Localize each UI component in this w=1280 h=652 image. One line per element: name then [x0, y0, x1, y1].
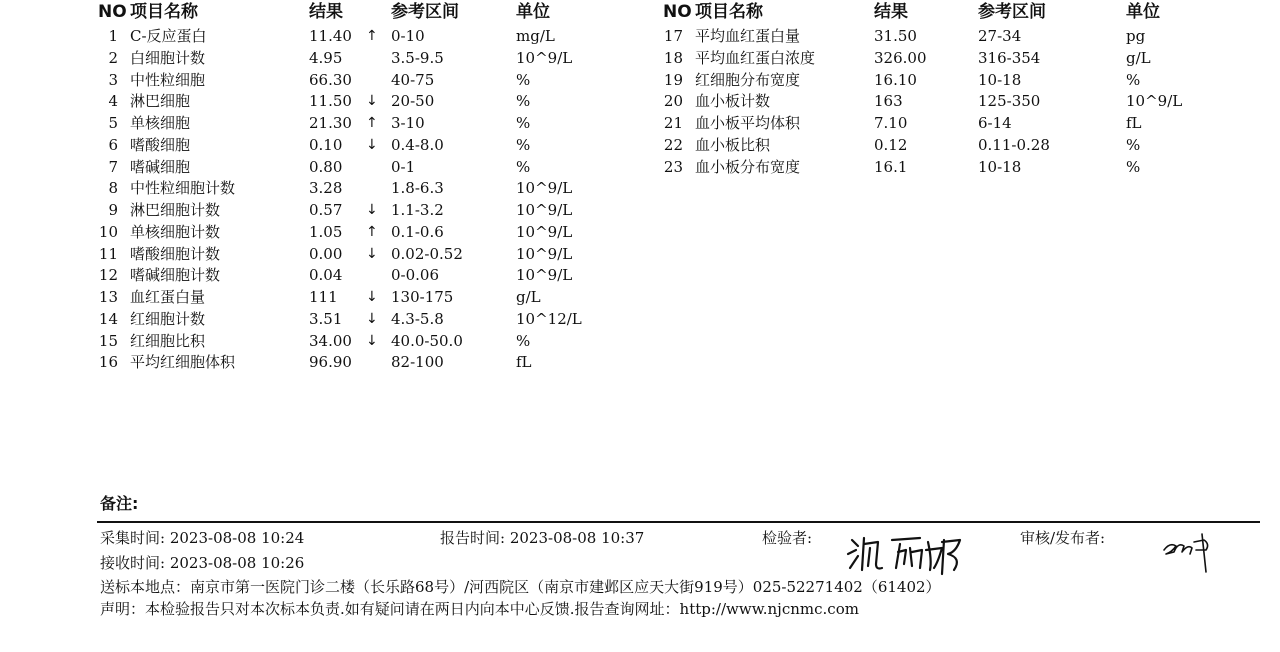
result-value: 16.1: [874, 157, 908, 176]
row-number: 15: [98, 331, 118, 350]
row-number: 11: [98, 244, 118, 263]
result-value: 34.00: [309, 331, 352, 350]
result-value: 4.95: [309, 48, 343, 67]
result-value: 11.50: [309, 92, 352, 111]
reference-range: 40-75: [391, 70, 435, 89]
item-name: 单核细胞计数: [130, 222, 221, 241]
unit: %: [1126, 135, 1141, 154]
header-no-right: NO: [663, 2, 692, 22]
result-value: 3.51: [309, 309, 343, 328]
result-flag: ↓: [366, 310, 378, 327]
unit: %: [516, 157, 531, 176]
report-time: 报告时间: 2023-08-08 10:37: [440, 529, 645, 547]
unit: fL: [516, 353, 532, 372]
unit: %: [516, 135, 531, 154]
result-flag: ↓: [366, 245, 378, 262]
reference-range: 10-18: [978, 157, 1022, 176]
item-name: 平均血红蛋白浓度: [695, 48, 816, 67]
receive-time: 接收时间: 2023-08-08 10:26: [100, 554, 305, 572]
result-value: 1.05: [309, 222, 343, 241]
item-name: 红细胞比积: [130, 331, 206, 350]
header-result-right: 结果: [874, 2, 908, 22]
row-number: 12: [98, 266, 118, 285]
result-value: 66.30: [309, 70, 352, 89]
item-name: 血小板分布宽度: [695, 157, 801, 176]
statement: 声明：本检验报告只对本次标本负责.如有疑问请在两日内向本中心反馈.报告查询网址：http://www.njcnmc.com: [100, 600, 859, 618]
reference-range: 316-354: [978, 48, 1041, 67]
unit: %: [516, 70, 531, 89]
unit: 10^9/L: [516, 48, 573, 67]
result-value: 0.00: [309, 244, 343, 263]
row-number: 21: [663, 114, 683, 132]
result-flag: ↑: [366, 28, 378, 44]
unit: mg/L: [516, 27, 555, 45]
result-value: 0.80: [309, 157, 343, 176]
reference-range: 0.02-0.52: [391, 244, 463, 263]
unit: 10^9/L: [516, 266, 573, 285]
reference-range: 0-1: [391, 157, 416, 176]
row-number: 8: [108, 179, 118, 198]
row-number: 22: [663, 135, 683, 154]
collect-time: 采集时间: 2023-08-08 10:24: [100, 529, 305, 547]
reference-range: 10-18: [978, 70, 1022, 89]
result-flag: ↓: [366, 202, 378, 218]
reference-range: 40.0-50.0: [391, 331, 463, 350]
item-name: 红细胞计数: [130, 309, 206, 328]
reviewer-signature: [1160, 528, 1220, 576]
result-value: 7.10: [874, 114, 908, 132]
row-number: 10: [98, 222, 118, 241]
reference-range: 3.5-9.5: [391, 48, 444, 67]
item-name: 平均血红蛋白量: [695, 27, 801, 45]
result-value: 0.10: [309, 135, 343, 154]
item-name: 嗜酸细胞: [130, 135, 191, 154]
row-number: 20: [663, 92, 683, 111]
header-unit-left: 单位: [516, 2, 550, 22]
unit: %: [516, 331, 531, 350]
row-number: 18: [663, 48, 683, 67]
header-range-right: 参考区间: [978, 2, 1046, 22]
unit: 10^9/L: [516, 222, 573, 241]
result-value: 0.04: [309, 266, 343, 285]
item-name: 平均红细胞体积: [130, 353, 236, 372]
item-name: 白细胞计数: [130, 48, 206, 67]
reference-range: 3-10: [391, 114, 425, 132]
reference-range: 20-50: [391, 92, 435, 111]
reference-range: 125-350: [978, 92, 1041, 111]
result-value: 31.50: [874, 27, 917, 45]
item-name: 血小板比积: [695, 135, 771, 154]
row-number: 1: [108, 27, 118, 45]
item-name: 嗜酸细胞计数: [130, 244, 221, 263]
item-name: 淋巴细胞计数: [130, 201, 221, 219]
row-number: 5: [108, 114, 118, 132]
reference-range: 82-100: [391, 353, 444, 372]
reviewer-label: 审核/发布者:: [1020, 529, 1106, 547]
row-number: 4: [108, 92, 118, 111]
row-number: 13: [98, 288, 118, 306]
item-name: 血小板计数: [695, 92, 771, 111]
item-name: 血红蛋白量: [130, 288, 206, 306]
result-value: 3.28: [309, 179, 343, 198]
row-number: 23: [663, 157, 683, 176]
unit: %: [1126, 70, 1141, 89]
row-number: 9: [108, 201, 118, 219]
result-value: 163: [874, 92, 903, 111]
item-name: 嗜碱细胞计数: [130, 266, 221, 285]
sample-address: 送标本地点：南京市第一医院门诊二楼（长乐路68号）/河西院区（南京市建邺区应天大街919号）025-52271402（61402）: [100, 578, 941, 596]
unit: 10^9/L: [516, 244, 573, 263]
inspector-label: 检验者:: [762, 529, 813, 547]
reference-range: 1.1-3.2: [391, 201, 444, 219]
item-name: 红细胞分布宽度: [695, 70, 801, 89]
unit: 10^12/L: [516, 309, 582, 328]
row-number: 6: [108, 135, 118, 154]
item-name: C-反应蛋白: [130, 27, 207, 45]
inspector-signature: [842, 530, 977, 578]
header-unit-right: 单位: [1126, 2, 1160, 22]
unit: g/L: [516, 288, 541, 306]
row-number: 2: [108, 48, 118, 67]
item-name: 单核细胞: [130, 114, 191, 132]
result-flag: ↓: [366, 332, 378, 349]
item-name: 中性粒细胞计数: [130, 179, 236, 198]
row-number: 7: [108, 157, 118, 176]
result-value: 111: [309, 288, 338, 306]
unit: 10^9/L: [1126, 92, 1183, 111]
unit: 10^9/L: [516, 179, 573, 198]
unit: %: [1126, 157, 1141, 176]
remark-label: 备注:: [100, 494, 139, 513]
reference-range: 0-10: [391, 27, 425, 45]
unit: pg: [1126, 27, 1146, 45]
item-name: 血小板平均体积: [695, 114, 801, 132]
result-flag: ↓: [366, 289, 378, 305]
row-number: 16: [98, 353, 118, 372]
unit: 10^9/L: [516, 201, 573, 219]
reference-range: 0.11-0.28: [978, 135, 1050, 154]
item-name: 中性粒细胞: [130, 70, 206, 89]
item-name: 淋巴细胞: [130, 92, 191, 111]
unit: %: [516, 114, 531, 132]
reference-range: 0.1-0.6: [391, 222, 444, 241]
result-value: 11.40: [309, 27, 352, 45]
reference-range: 27-34: [978, 27, 1022, 45]
result-value: 16.10: [874, 70, 917, 89]
reference-range: 0.4-8.0: [391, 135, 444, 154]
result-value: 326.00: [874, 48, 927, 67]
reference-range: 6-14: [978, 114, 1012, 132]
result-value: 0.12: [874, 135, 908, 154]
row-number: 19: [663, 70, 683, 89]
header-name-left: 项目名称: [130, 2, 198, 22]
reference-range: 1.8-6.3: [391, 179, 444, 198]
unit: g/L: [1126, 48, 1151, 67]
result-value: 96.90: [309, 353, 352, 372]
header-result-left: 结果: [309, 2, 343, 22]
reference-range: 130-175: [391, 288, 454, 306]
result-value: 21.30: [309, 114, 352, 132]
row-number: 17: [663, 27, 683, 45]
reference-range: 4.3-5.8: [391, 309, 444, 328]
header-name-right: 项目名称: [695, 2, 763, 22]
unit: %: [516, 92, 531, 111]
row-number: 3: [108, 70, 118, 89]
result-flag: ↑: [366, 223, 378, 240]
result-value: 0.57: [309, 201, 343, 219]
row-number: 14: [98, 309, 118, 328]
reference-range: 0-0.06: [391, 266, 440, 285]
unit: fL: [1126, 114, 1142, 132]
header-no-left: NO: [98, 2, 127, 22]
header-range-left: 参考区间: [391, 2, 459, 22]
result-flag: ↑: [366, 115, 378, 131]
result-flag: ↓: [366, 136, 378, 153]
item-name: 嗜碱细胞: [130, 157, 191, 176]
footer-divider: [97, 521, 1260, 523]
result-flag: ↓: [366, 93, 378, 110]
